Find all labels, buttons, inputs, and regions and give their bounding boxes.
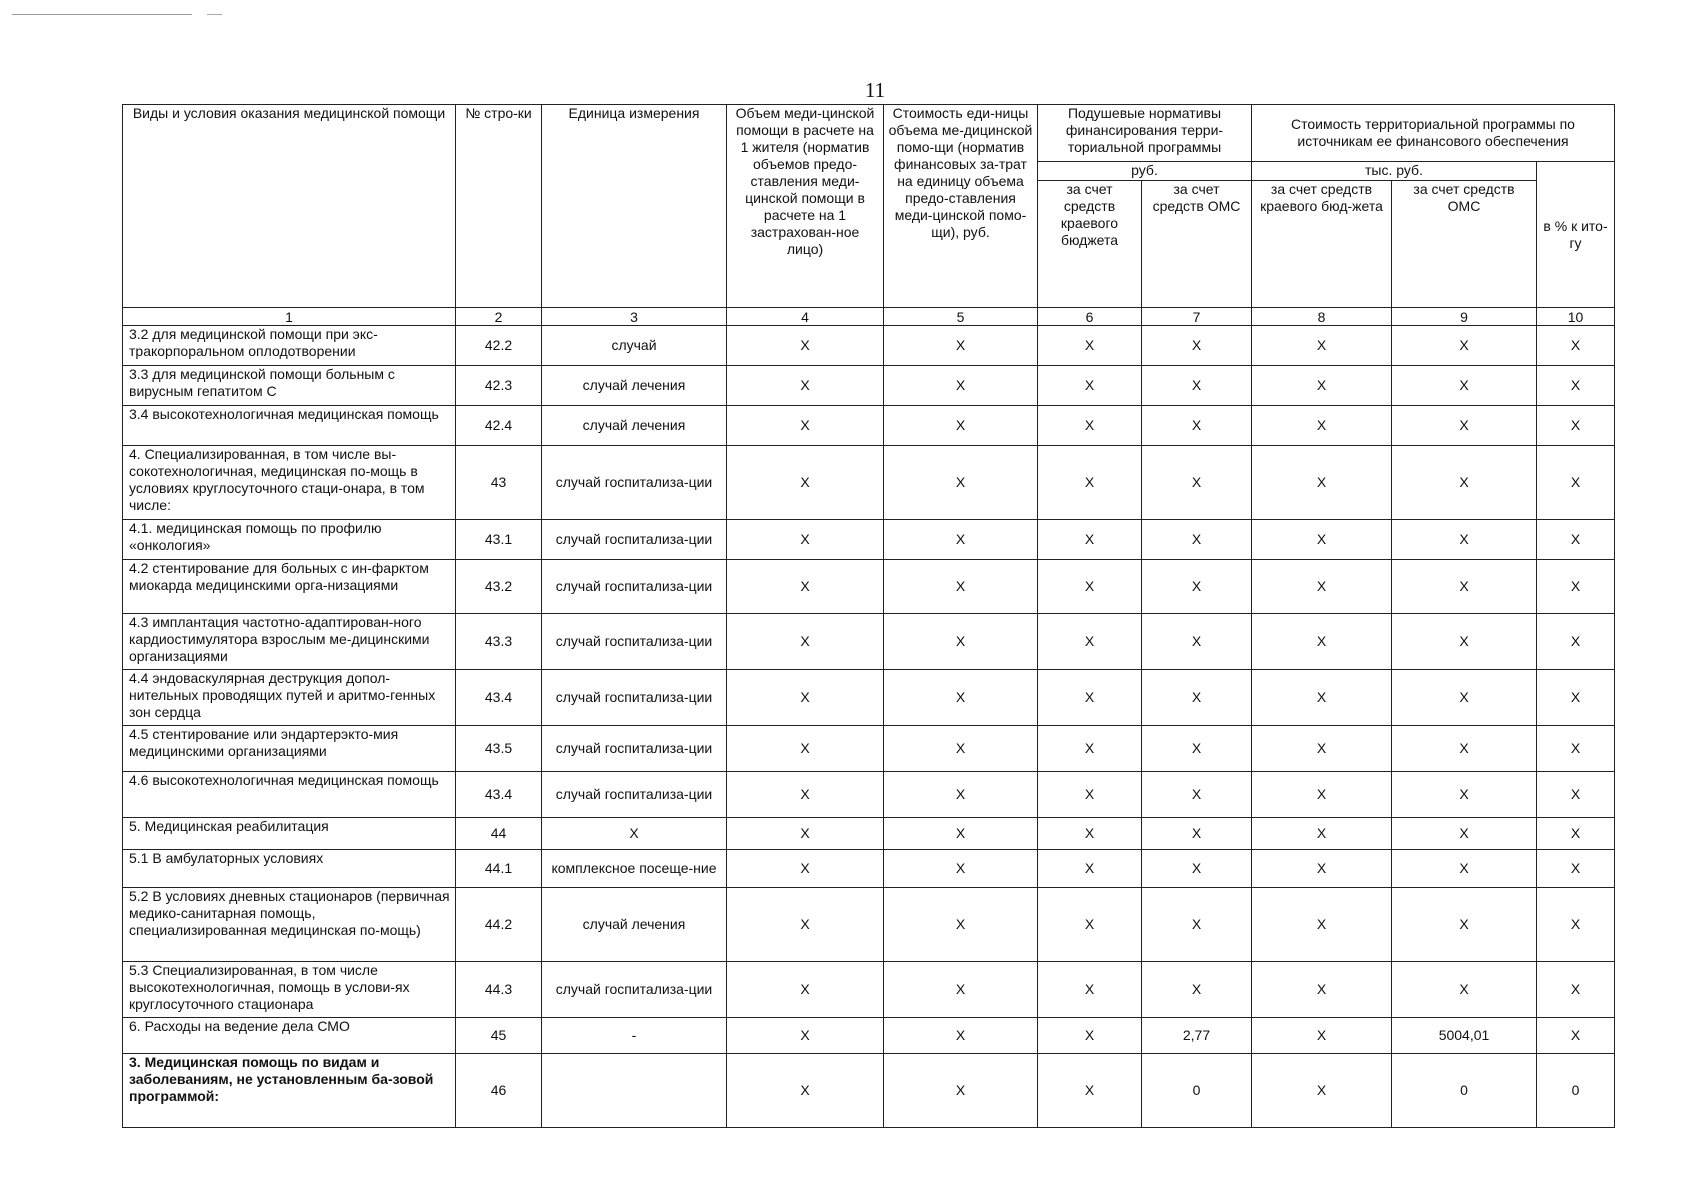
row-unit-cost: X xyxy=(884,772,1038,818)
row-volume: X xyxy=(727,850,884,888)
table-row xyxy=(123,962,1615,1018)
row-per-capita-oms: X xyxy=(1142,326,1252,366)
row-cost-budget: X xyxy=(1252,366,1392,406)
row-percent: X xyxy=(1537,446,1615,520)
row-cost-budget: X xyxy=(1252,818,1392,850)
row-unit-cost: X xyxy=(884,366,1038,406)
row-percent: X xyxy=(1537,406,1615,446)
row-per-capita-budget: X xyxy=(1038,406,1142,446)
row-percent: X xyxy=(1537,726,1615,772)
row-line-number: 44.1 xyxy=(456,850,542,888)
row-volume: X xyxy=(727,1054,884,1128)
row-cost-oms: X xyxy=(1392,326,1537,366)
row-percent: X xyxy=(1537,366,1615,406)
row-per-capita-oms: X xyxy=(1142,366,1252,406)
row-volume: X xyxy=(727,406,884,446)
row-line-number: 43.4 xyxy=(456,772,542,818)
table-row xyxy=(123,326,1615,366)
row-cost-budget: X xyxy=(1252,962,1392,1018)
row-cost-budget: X xyxy=(1252,1054,1392,1128)
row-line-number: 43.5 xyxy=(456,726,542,772)
column-number: 8 xyxy=(1252,308,1392,326)
row-cost-oms: X xyxy=(1392,888,1537,962)
row-percent: X xyxy=(1537,560,1615,614)
row-unit: случай лечения xyxy=(542,366,727,406)
row-per-capita-oms: X xyxy=(1142,888,1252,962)
row-per-capita-oms: X xyxy=(1142,670,1252,726)
row-percent: X xyxy=(1537,888,1615,962)
row-unit-cost: X xyxy=(884,818,1038,850)
row-name: 3.4 высокотехнологичная медицинская помощь xyxy=(123,406,456,446)
column-number: 3 xyxy=(542,308,727,326)
row-per-capita-oms: X xyxy=(1142,772,1252,818)
row-volume: X xyxy=(727,560,884,614)
header-percent-total: в % к ито-гу xyxy=(1537,162,1615,308)
row-line-number: 43 xyxy=(456,446,542,520)
row-cost-oms: X xyxy=(1392,670,1537,726)
row-cost-budget: X xyxy=(1252,888,1392,962)
row-unit-cost: X xyxy=(884,962,1038,1018)
row-unit xyxy=(542,1054,727,1128)
row-percent: X xyxy=(1537,326,1615,366)
row-unit-cost: X xyxy=(884,520,1038,560)
row-per-capita-oms: X xyxy=(1142,560,1252,614)
row-cost-oms: X xyxy=(1392,772,1537,818)
row-line-number: 43.4 xyxy=(456,670,542,726)
row-line-number: 42.4 xyxy=(456,406,542,446)
row-cost-budget: X xyxy=(1252,520,1392,560)
row-per-capita-budget: X xyxy=(1038,1018,1142,1054)
column-number: 7 xyxy=(1142,308,1252,326)
row-cost-budget: X xyxy=(1252,772,1392,818)
row-cost-oms: X xyxy=(1392,962,1537,1018)
row-line-number: 46 xyxy=(456,1054,542,1128)
table-row xyxy=(123,406,1615,446)
column-number: 4 xyxy=(727,308,884,326)
row-volume: X xyxy=(727,962,884,1018)
row-per-capita-budget: X xyxy=(1038,962,1142,1018)
row-volume: X xyxy=(727,326,884,366)
row-name: 5.2 В условиях дневных стационаров (первичная медико-санитарная помощь, специализированная медицинская по-мощь) xyxy=(123,888,456,962)
page-number: 11 xyxy=(864,78,886,102)
row-line-number: 44 xyxy=(456,818,542,850)
row-per-capita-oms: 0 xyxy=(1142,1054,1252,1128)
table-row xyxy=(123,1018,1615,1054)
header-per-capita-norms: Подушевые нормативы финансирования терри-ториальной программы xyxy=(1038,105,1252,162)
row-unit-cost: X xyxy=(884,1054,1038,1128)
row-unit-cost: X xyxy=(884,406,1038,446)
row-unit: случай госпитализа-ции xyxy=(542,772,727,818)
table-row xyxy=(123,818,1615,850)
row-per-capita-budget: X xyxy=(1038,670,1142,726)
column-number-row xyxy=(123,308,1615,326)
row-percent: X xyxy=(1537,850,1615,888)
row-name: 4.6 высокотехнологичная медицинская помощь xyxy=(123,772,456,818)
row-name: 5.1 В амбулаторных условиях xyxy=(123,850,456,888)
table-row xyxy=(123,888,1615,962)
row-percent: X xyxy=(1537,1018,1615,1054)
row-per-capita-oms: X xyxy=(1142,446,1252,520)
row-per-capita-oms: X xyxy=(1142,850,1252,888)
row-volume: X xyxy=(727,446,884,520)
row-unit: случай лечения xyxy=(542,406,727,446)
column-number: 5 xyxy=(884,308,1038,326)
table-row xyxy=(123,366,1615,406)
row-volume: X xyxy=(727,520,884,560)
row-percent: X xyxy=(1537,614,1615,670)
table-row xyxy=(123,614,1615,670)
row-volume: X xyxy=(727,366,884,406)
row-cost-oms: X xyxy=(1392,726,1537,772)
row-cost-oms: X xyxy=(1392,406,1537,446)
row-per-capita-budget: X xyxy=(1038,366,1142,406)
row-unit-cost: X xyxy=(884,1018,1038,1054)
row-name: 6. Расходы на ведение дела СМО xyxy=(123,1018,456,1054)
column-number: 6 xyxy=(1038,308,1142,326)
row-volume: X xyxy=(727,1018,884,1054)
header-volume-per-capita: Объем меди-цинской помощи в расчете на 1 жителя (норматив объемов предо-ставления меди-цинской помощи в расчете на 1 застрахован-ное лицо) xyxy=(727,105,884,308)
row-cost-budget: X xyxy=(1252,560,1392,614)
header-types-conditions: Виды и условия оказания медицинской помощи xyxy=(123,105,456,308)
row-cost-budget: X xyxy=(1252,614,1392,670)
row-name: 4.4 эндоваскулярная деструкция допол-нительных проводящих путей и аритмо-генных зон сердца xyxy=(123,670,456,726)
row-per-capita-budget: X xyxy=(1038,818,1142,850)
row-percent: X xyxy=(1537,962,1615,1018)
row-cost-oms: X xyxy=(1392,818,1537,850)
row-name: 4.5 стентирование или эндартерэкто-мия медицинскими организациями xyxy=(123,726,456,772)
row-unit-cost: X xyxy=(884,614,1038,670)
row-per-capita-oms: X xyxy=(1142,726,1252,772)
row-cost-budget: X xyxy=(1252,406,1392,446)
row-unit: случай госпитализа-ции xyxy=(542,614,727,670)
row-name: 4. Специализированная, в том числе вы-сокотехнологичная, медицинская по-мощь в условиях круглосуточного стаци-онара, в том числе: xyxy=(123,446,456,520)
row-line-number: 44.2 xyxy=(456,888,542,962)
financing-table xyxy=(122,104,1615,1128)
row-unit: случай госпитализа-ции xyxy=(542,520,727,560)
table-row xyxy=(123,560,1615,614)
row-per-capita-oms: X xyxy=(1142,520,1252,560)
row-unit: X xyxy=(542,818,727,850)
row-unit-cost: X xyxy=(884,326,1038,366)
row-per-capita-budget: X xyxy=(1038,520,1142,560)
row-cost-oms: 0 xyxy=(1392,1054,1537,1128)
column-number: 10 xyxy=(1537,308,1615,326)
table-row xyxy=(123,726,1615,772)
row-per-capita-budget: X xyxy=(1038,326,1142,366)
row-volume: X xyxy=(727,818,884,850)
row-per-capita-budget: X xyxy=(1038,888,1142,962)
row-per-capita-budget: X xyxy=(1038,1054,1142,1128)
row-unit: случай госпитализа-ции xyxy=(542,446,727,520)
row-percent: X xyxy=(1537,670,1615,726)
table-row xyxy=(123,670,1615,726)
row-name: 3. Медицинская помощь по видам и заболеваниям, не установленным ба-зовой программой: xyxy=(123,1054,456,1128)
row-per-capita-oms: X xyxy=(1142,818,1252,850)
table-row xyxy=(123,1054,1615,1128)
scan-artifact-line xyxy=(12,14,232,15)
header-per-capita-unit: руб. xyxy=(1038,162,1252,181)
row-line-number: 42.3 xyxy=(456,366,542,406)
row-cost-budget: X xyxy=(1252,446,1392,520)
row-name: 3.3 для медицинской помощи больным с вирусным гепатитом С xyxy=(123,366,456,406)
row-cost-budget: X xyxy=(1252,670,1392,726)
header-unit: Единица измерения xyxy=(542,105,727,308)
header-regional-budget-rub: за счет средств краевого бюджета xyxy=(1038,181,1142,308)
row-per-capita-oms: X xyxy=(1142,406,1252,446)
column-number: 1 xyxy=(123,308,456,326)
column-number: 9 xyxy=(1392,308,1537,326)
row-unit: случай госпитализа-ции xyxy=(542,726,727,772)
row-line-number: 43.1 xyxy=(456,520,542,560)
row-cost-oms: X xyxy=(1392,560,1537,614)
row-volume: X xyxy=(727,614,884,670)
header-cost-unit: тыс. руб. xyxy=(1252,162,1537,181)
table-row xyxy=(123,446,1615,520)
row-unit-cost: X xyxy=(884,726,1038,772)
row-volume: X xyxy=(727,670,884,726)
row-unit-cost: X xyxy=(884,670,1038,726)
row-per-capita-budget: X xyxy=(1038,560,1142,614)
table-row xyxy=(123,772,1615,818)
row-unit: случай госпитализа-ции xyxy=(542,560,727,614)
row-per-capita-budget: X xyxy=(1038,772,1142,818)
row-per-capita-budget: X xyxy=(1038,446,1142,520)
row-cost-oms: X xyxy=(1392,850,1537,888)
header-line-number: № стро-ки xyxy=(456,105,542,308)
row-percent: X xyxy=(1537,818,1615,850)
row-volume: X xyxy=(727,726,884,772)
row-name: 4.3 имплантация частотно-адаптирован-ного кардиостимулятора взрослым ме-дицинскими организациями xyxy=(123,614,456,670)
row-unit-cost: X xyxy=(884,888,1038,962)
row-unit: случай лечения xyxy=(542,888,727,962)
row-percent: 0 xyxy=(1537,1054,1615,1128)
row-cost-oms: X xyxy=(1392,446,1537,520)
row-cost-budget: X xyxy=(1252,1018,1392,1054)
row-percent: X xyxy=(1537,520,1615,560)
row-per-capita-budget: X xyxy=(1038,726,1142,772)
row-cost-budget: X xyxy=(1252,326,1392,366)
row-line-number: 42.2 xyxy=(456,326,542,366)
row-cost-budget: X xyxy=(1252,850,1392,888)
row-unit-cost: X xyxy=(884,446,1038,520)
row-unit: случай госпитализа-ции xyxy=(542,962,727,1018)
row-name: 5. Медицинская реабилитация xyxy=(123,818,456,850)
row-line-number: 43.2 xyxy=(456,560,542,614)
row-unit: комплексное посеще-ние xyxy=(542,850,727,888)
row-unit: случай xyxy=(542,326,727,366)
row-line-number: 45 xyxy=(456,1018,542,1054)
row-unit: - xyxy=(542,1018,727,1054)
header-program-cost: Стоимость территориальной программы по источникам ее финансового обеспечения xyxy=(1252,105,1615,162)
row-name: 5.3 Специализированная, в том числе высокотехнологичная, помощь в услови-ях круглосуточного стационара xyxy=(123,962,456,1018)
header-oms-thousand: за счет средств ОМС xyxy=(1392,181,1537,308)
row-per-capita-oms: X xyxy=(1142,962,1252,1018)
row-cost-oms: X xyxy=(1392,614,1537,670)
row-unit-cost: X xyxy=(884,850,1038,888)
row-cost-oms: X xyxy=(1392,366,1537,406)
row-unit: случай госпитализа-ции xyxy=(542,670,727,726)
row-name: 4.2 стентирование для больных с ин-фарктом миокарда медицинскими орга-низациями xyxy=(123,560,456,614)
row-name: 4.1. медицинская помощь по профилю «онкология» xyxy=(123,520,456,560)
header-regional-budget-thousand: за счет средств краевого бюд-жета xyxy=(1252,181,1392,308)
row-line-number: 44.3 xyxy=(456,962,542,1018)
row-cost-oms: X xyxy=(1392,520,1537,560)
row-name: 3.2 для медицинской помощи при экс-тракорпоральном оплодотворении xyxy=(123,326,456,366)
row-line-number: 43.3 xyxy=(456,614,542,670)
table-row xyxy=(123,850,1615,888)
row-cost-oms: 5004,01 xyxy=(1392,1018,1537,1054)
row-cost-budget: X xyxy=(1252,726,1392,772)
row-per-capita-budget: X xyxy=(1038,614,1142,670)
header-unit-cost: Стоимость еди-ницы объема ме-дицинской помо-щи (норматив финансовых за-трат на единицу объема предо-ставления меди-цинской помо-щи), руб. xyxy=(884,105,1038,308)
header-oms-rub: за счет средств ОМС xyxy=(1142,181,1252,308)
row-percent: X xyxy=(1537,772,1615,818)
row-per-capita-oms: 2,77 xyxy=(1142,1018,1252,1054)
row-volume: X xyxy=(727,772,884,818)
row-volume: X xyxy=(727,888,884,962)
row-per-capita-budget: X xyxy=(1038,850,1142,888)
table-row xyxy=(123,520,1615,560)
row-unit-cost: X xyxy=(884,560,1038,614)
row-per-capita-oms: X xyxy=(1142,614,1252,670)
column-number: 2 xyxy=(456,308,542,326)
